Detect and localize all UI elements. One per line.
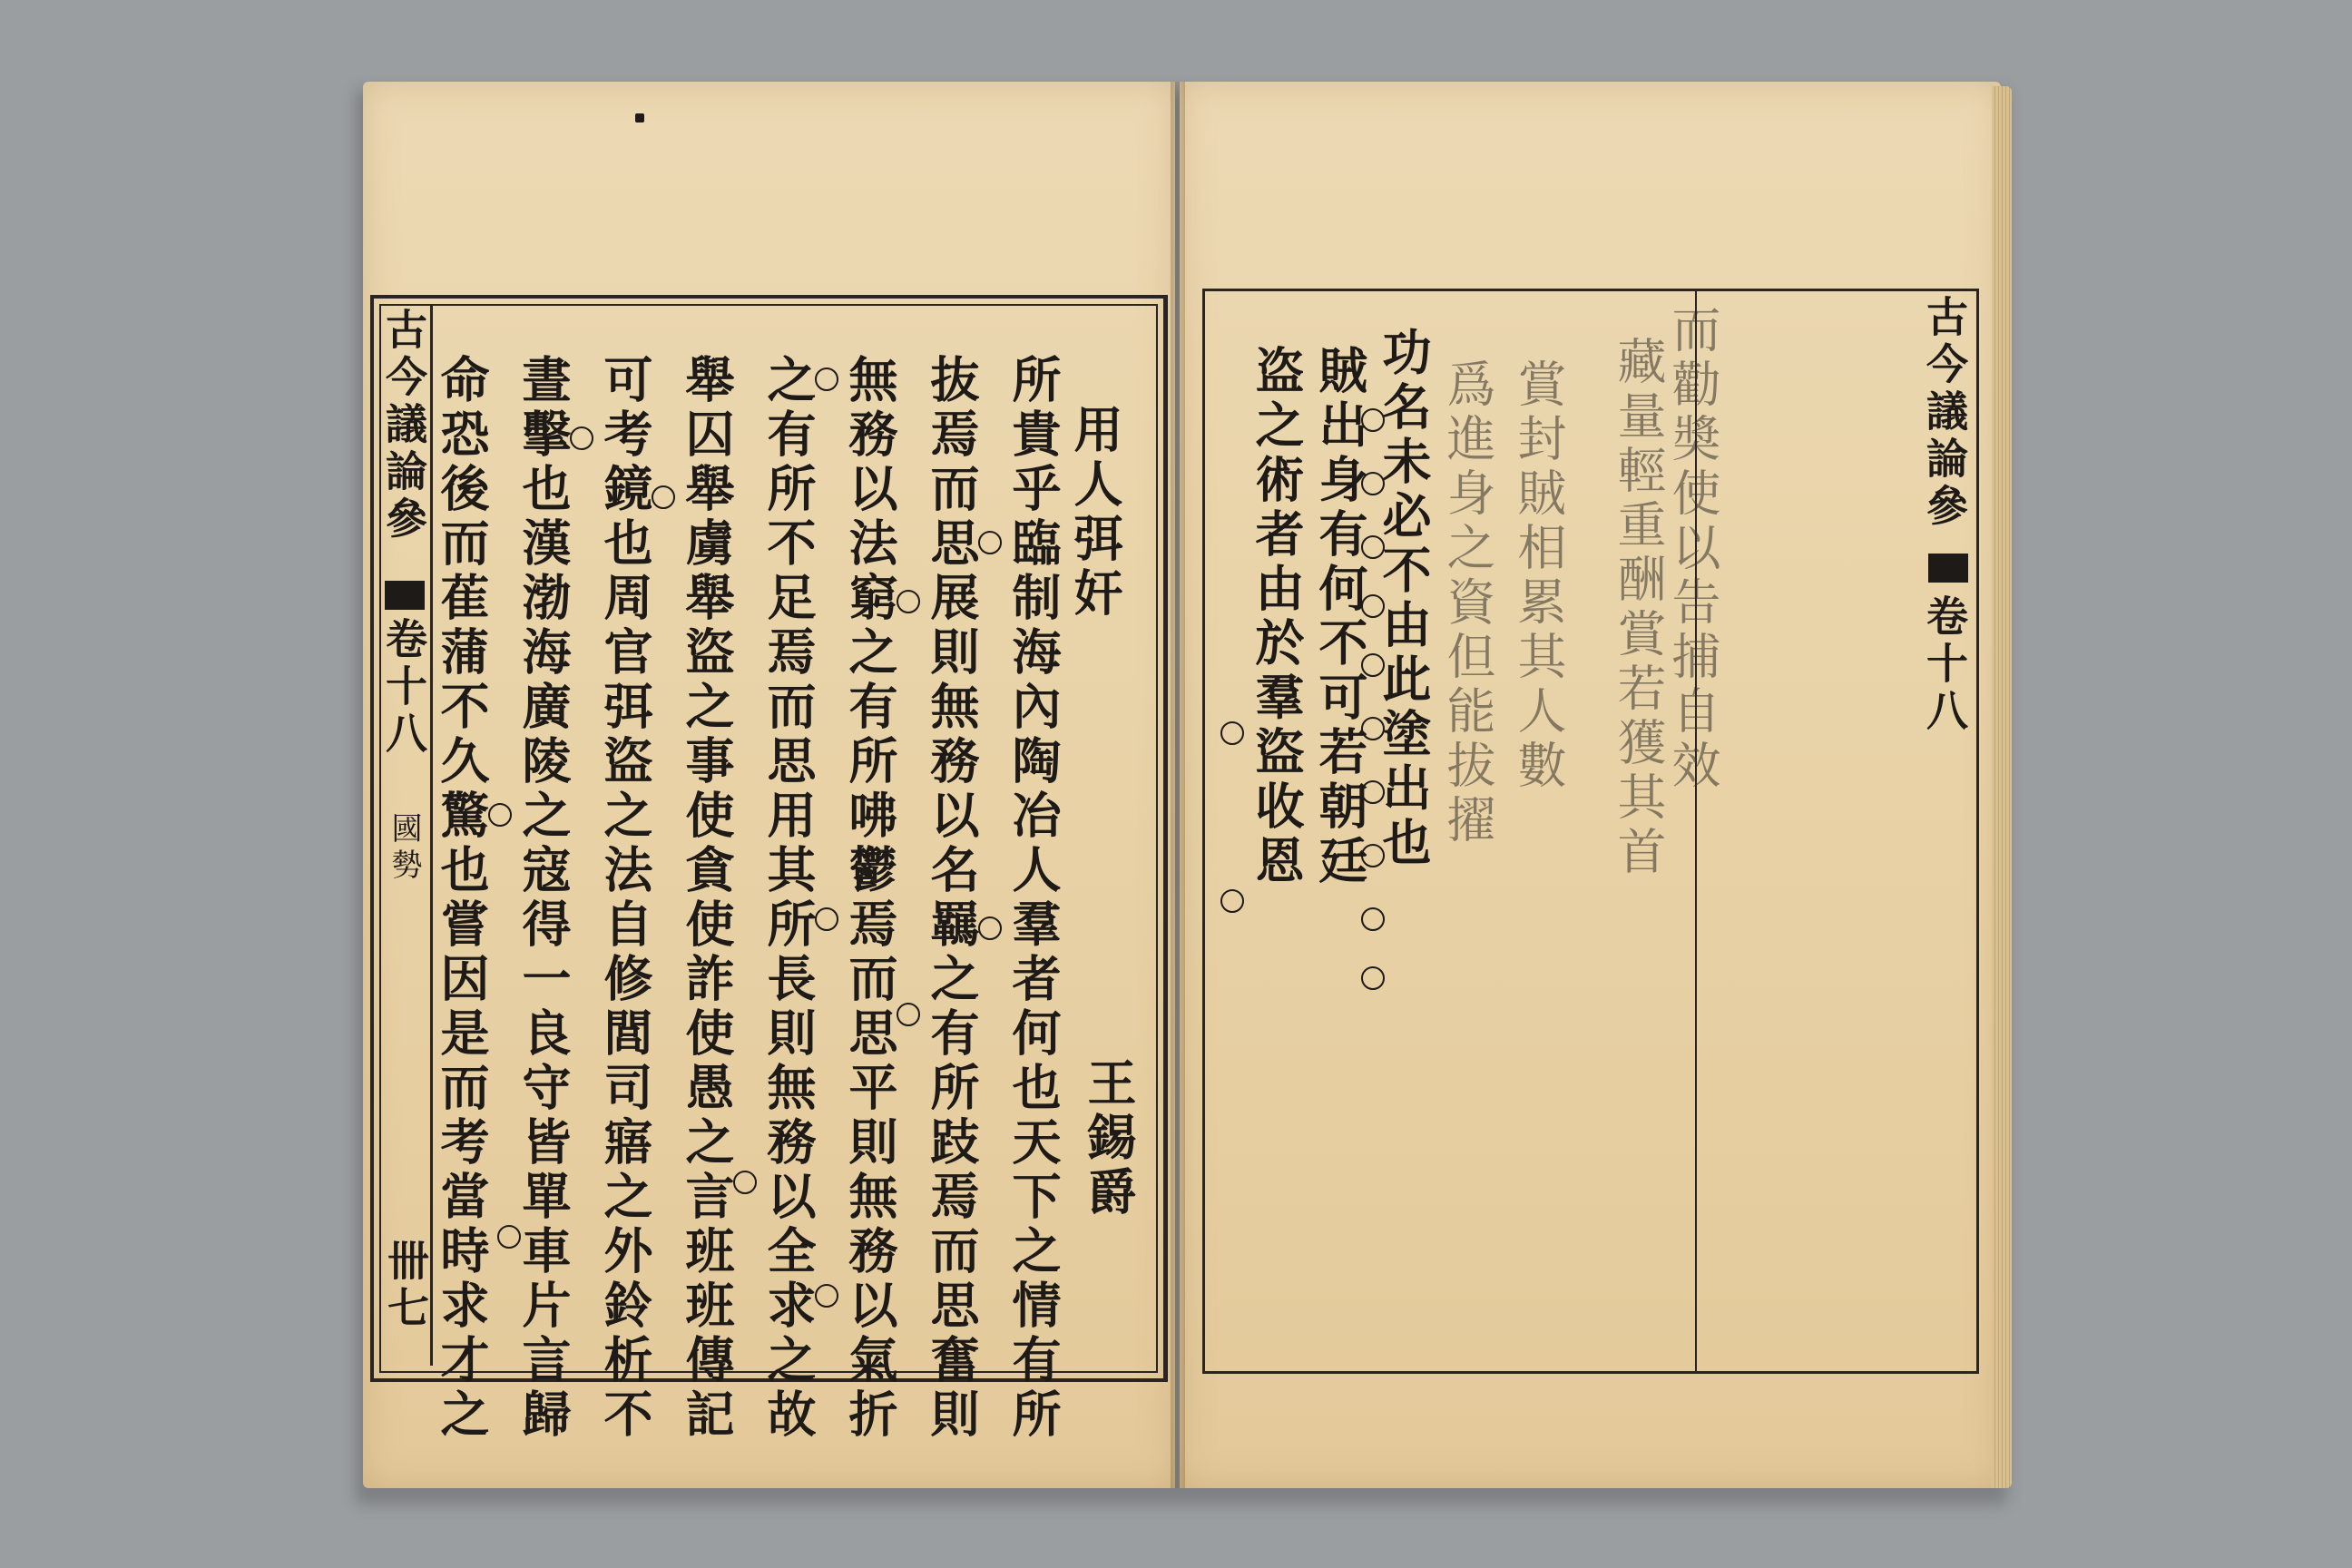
text-column: 無務以法窮之有所咈鬱焉而思平則無務以氣折 [841, 354, 899, 1443]
essay-heading: 用人弭奸 [1066, 404, 1124, 622]
right-fold-volume: 卷十八 [1920, 594, 1969, 736]
punctuation-circle [1220, 721, 1244, 745]
fish-tail-mark [385, 581, 425, 610]
punctuation-circle [1220, 889, 1244, 913]
punctuation-circle [897, 590, 920, 613]
punctuation-circle [570, 426, 593, 450]
punctuation-circle [1361, 717, 1385, 740]
punctuation-circle [815, 368, 838, 391]
punctuation-circle [652, 485, 675, 509]
text-column: 命恐後而萑蒲不久驚也嘗因是而考當時求才之 [433, 354, 491, 1443]
text-column: 所貴乎臨制海內陶冶人羣者何也天下之情有所 [1004, 354, 1063, 1443]
punctuation-circle [1361, 966, 1385, 990]
text-column: 賞封賊相累其人數 [1510, 358, 1567, 794]
fold-column [379, 304, 433, 1366]
text-column: 功名未必不由此塗出也 [1375, 327, 1433, 871]
fold-volume: 卷十八 [379, 617, 428, 759]
right-fish-tail-mark [1928, 554, 1968, 583]
punctuation-circle [497, 1225, 521, 1249]
punctuation-circle [1361, 907, 1385, 931]
punctuation-circle [1361, 535, 1385, 559]
punctuation-circle [815, 1284, 838, 1308]
punctuation-circle [1361, 594, 1385, 618]
punctuation-circle [978, 916, 1002, 940]
text-column: 之有所不足焉而思用其所長則無務以全求之故 [760, 354, 818, 1443]
page-edge [1992, 86, 2012, 1488]
text-column: 盗之術者由於羣盜收恩 [1248, 345, 1306, 889]
punctuation-circle [488, 803, 512, 827]
fold-section: 國勢 [386, 812, 422, 885]
text-column: 藏量輕重酬賞若獲其首 [1610, 336, 1667, 880]
punctuation-circle [1361, 472, 1385, 495]
punctuation-circle [815, 907, 838, 931]
punctuation-circle [1361, 653, 1385, 677]
right-fold-title: 古今議論參 [1920, 295, 1969, 531]
book-gutter [1171, 82, 1185, 1488]
text-column: 爲進身之資但能拔擢 [1439, 358, 1496, 848]
punctuation-circle [978, 531, 1002, 554]
punctuation-circle [733, 1171, 757, 1194]
text-column: 賊出身有何不可若朝廷 [1311, 345, 1369, 889]
punctuation-circle [897, 1003, 920, 1026]
text-column: 舉囚舉虜舉盜之事使貪使詐使愚之言班班傳記 [678, 354, 736, 1443]
ink-spot [635, 113, 644, 122]
text-column: 晝擊也漢渤海廣陵之寇得一良守皆單車片言歸 [514, 354, 573, 1443]
fold-page-number: 卌七 [381, 1239, 430, 1333]
text-column: 而勸奬使以告捕自效 [1664, 304, 1721, 794]
text-column: 抜焉而思展則無務以名羈之有所跂焉而思奮則 [923, 354, 981, 1443]
fold-title: 古今議論參 [379, 308, 428, 544]
punctuation-circle [1361, 780, 1385, 804]
essay-author: 王錫爵 [1080, 1057, 1138, 1220]
punctuation-circle [1361, 844, 1385, 867]
text-column: 可考鏡也周官弭盜之法自修閭司寤之外鈴析不 [596, 354, 654, 1443]
punctuation-circle [1361, 408, 1385, 432]
